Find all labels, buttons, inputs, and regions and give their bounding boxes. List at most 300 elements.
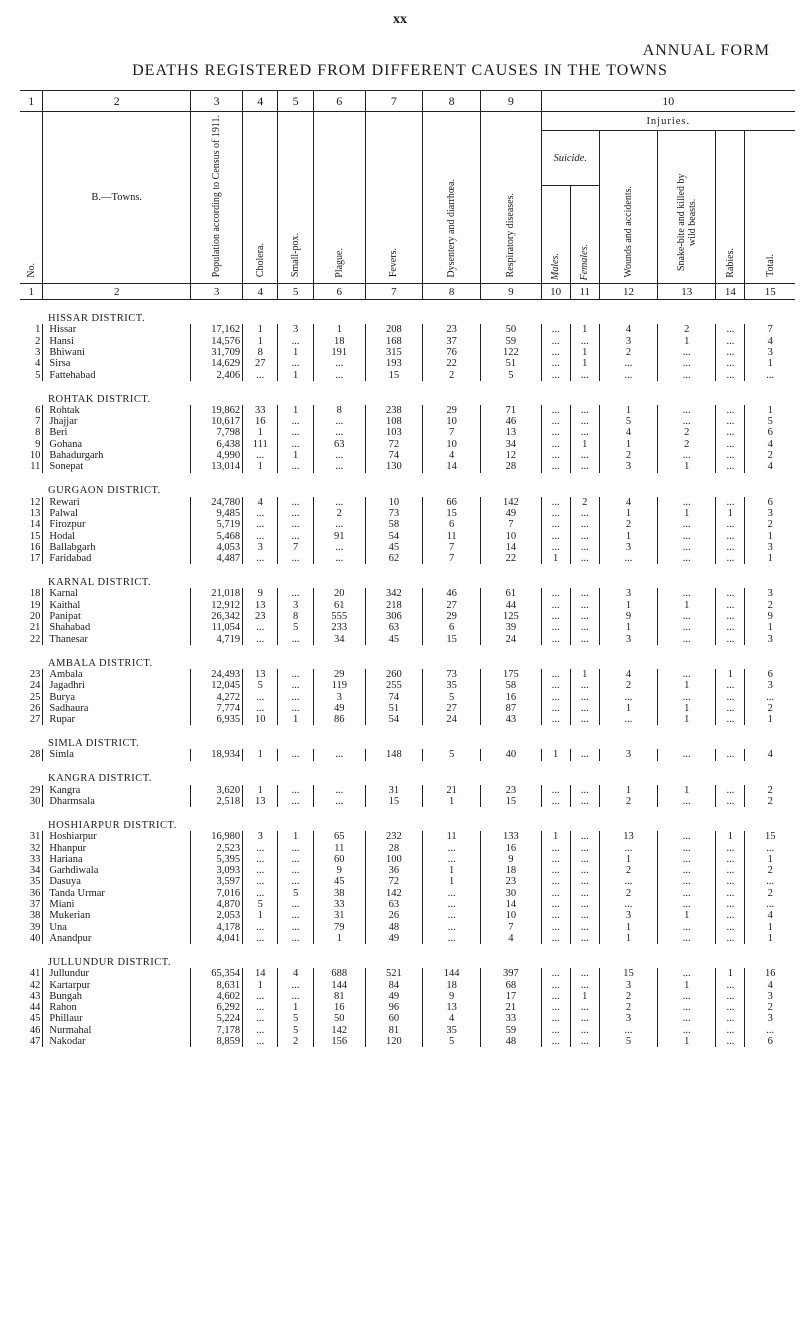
- town-name-cell: Hhanpur: [43, 843, 191, 854]
- snakebite-cell: ...: [658, 899, 716, 910]
- table-row: [20, 865, 795, 876]
- plague-cell: 79: [313, 922, 365, 933]
- respiratory-cell: 10: [481, 910, 541, 921]
- total-cell: 1: [767, 358, 773, 370]
- respiratory-cell: 13: [481, 427, 541, 438]
- suicide-females-cell: ...: [570, 796, 599, 807]
- dysentery-cell: 1: [423, 876, 481, 887]
- plague-cell: 49: [313, 703, 365, 714]
- wounds-cell: 2: [599, 680, 657, 691]
- population-cell: 4,487: [191, 553, 243, 564]
- fevers-cell: 168: [365, 336, 422, 347]
- fevers-cell: 84: [365, 980, 422, 991]
- respiratory-cell: 7: [481, 922, 541, 933]
- row-number-cell: 20: [20, 611, 43, 622]
- snakebite-cell: ...: [658, 888, 716, 899]
- dysentery-cell: 73: [423, 669, 481, 680]
- wounds-cell: ...: [599, 553, 657, 564]
- smallpox-cell: 1: [278, 450, 313, 461]
- smallpox-cell: 1: [278, 831, 313, 842]
- snakebite-cell: ...: [658, 405, 716, 416]
- rabies-cell: ...: [716, 553, 745, 564]
- wounds-cell: 1: [599, 785, 657, 796]
- suicide-females-cell: ...: [570, 588, 599, 599]
- suicide-females-cell: ...: [570, 427, 599, 438]
- suicide-males-cell: 1: [541, 749, 570, 760]
- snakebite-cell: 1: [658, 785, 716, 796]
- row-number-cell: 21: [20, 622, 43, 633]
- page-number: xx: [393, 12, 407, 27]
- dysentery-cell: 5: [423, 749, 481, 760]
- respiratory-cell: 49: [481, 508, 541, 519]
- suicide-females-cell: ...: [570, 542, 599, 553]
- town-name-cell: Palwal: [43, 508, 191, 519]
- rabies-cell: ...: [716, 888, 745, 899]
- rabies-cell: ...: [716, 876, 745, 887]
- town-name-cell: Una: [43, 922, 191, 933]
- table-row: [20, 854, 795, 865]
- header-injuries: Injuries.: [541, 112, 795, 131]
- town-name-cell: Beri: [43, 427, 191, 438]
- snakebite-cell: ...: [658, 497, 716, 508]
- suicide-females-cell: ...: [570, 831, 599, 842]
- rabies-cell: ...: [716, 611, 745, 622]
- cholera-cell: 9: [243, 588, 278, 599]
- snakebite-cell: ...: [658, 843, 716, 854]
- document-subtitle: DEATHS REGISTERED FROM DIFFERENT CAUSES IN THE TOWNS: [132, 62, 668, 79]
- dysentery-cell: 5: [423, 1036, 481, 1047]
- table-row: [20, 703, 795, 714]
- suicide-females-cell: ...: [570, 888, 599, 899]
- plague-cell: 555: [313, 611, 365, 622]
- smallpox-cell: 7: [278, 542, 313, 553]
- town-name-cell: Sonepat: [43, 461, 191, 472]
- suicide-females-cell: ...: [570, 553, 599, 564]
- smallpox-cell: 1: [278, 1002, 313, 1013]
- wounds-cell: 3: [599, 749, 657, 760]
- snakebite-cell: ...: [658, 611, 716, 622]
- suicide-females-cell: ...: [570, 336, 599, 347]
- fevers-cell: 74: [365, 450, 422, 461]
- suicide-males-cell: ...: [541, 497, 570, 508]
- column-number: 14: [716, 284, 745, 300]
- plague-cell: ...: [313, 519, 365, 530]
- suicide-males-cell: ...: [541, 692, 570, 703]
- cholera-cell: ...: [243, 1002, 278, 1013]
- dysentery-cell: 6: [423, 519, 481, 530]
- row-number-cell: 36: [20, 888, 43, 899]
- plague-cell: 33: [313, 899, 365, 910]
- respiratory-cell: 44: [481, 600, 541, 611]
- wounds-cell: 2: [599, 347, 657, 358]
- suicide-females-cell: ...: [570, 600, 599, 611]
- snakebite-cell: 1: [658, 461, 716, 472]
- dysentery-cell: 9: [423, 991, 481, 1002]
- respiratory-cell: 7: [481, 519, 541, 530]
- fevers-cell: 232: [365, 831, 422, 842]
- row-number-cell: 30: [20, 796, 43, 807]
- suicide-males-cell: ...: [541, 450, 570, 461]
- smallpox-cell: 8: [278, 611, 313, 622]
- town-name-cell: Karnal: [43, 588, 191, 599]
- header-wounds: Wounds and accidents.: [599, 131, 657, 284]
- fevers-cell: 238: [365, 405, 422, 416]
- fevers-cell: 54: [365, 714, 422, 725]
- suicide-females-cell: ...: [570, 910, 599, 921]
- snakebite-cell: ...: [658, 1013, 716, 1024]
- total-cell: 3: [767, 346, 773, 358]
- suicide-females-cell: 1: [570, 358, 599, 369]
- header-fevers: Fevers.: [365, 112, 422, 284]
- fevers-cell: 103: [365, 427, 422, 438]
- dysentery-cell: 7: [423, 427, 481, 438]
- table-row: [20, 933, 795, 944]
- smallpox-cell: ...: [278, 427, 313, 438]
- respiratory-cell: 18: [481, 865, 541, 876]
- dysentery-cell: 24: [423, 714, 481, 725]
- suicide-males-cell: ...: [541, 888, 570, 899]
- town-name-cell: Nakodar: [43, 1036, 191, 1047]
- suicide-males-cell: 1: [541, 553, 570, 564]
- snakebite-cell: ...: [658, 1025, 716, 1036]
- row-number-cell: 25: [20, 692, 43, 703]
- header-plague: Plague.: [313, 112, 365, 284]
- district-heading-row: [20, 645, 795, 669]
- total-cell: 1: [767, 853, 773, 865]
- suicide-females-cell: ...: [570, 1025, 599, 1036]
- total-cell: 2: [767, 519, 773, 531]
- header-suicide: Suicide.: [541, 131, 599, 186]
- respiratory-cell: 28: [481, 461, 541, 472]
- row-number-cell: 14: [20, 519, 43, 530]
- row-number-cell: 23: [20, 669, 43, 680]
- wounds-cell: 15: [599, 968, 657, 979]
- plague-cell: 191: [313, 347, 365, 358]
- dysentery-cell: 46: [423, 588, 481, 599]
- wounds-cell: 1: [599, 439, 657, 450]
- row-number-cell: 2: [20, 336, 43, 347]
- suicide-males-cell: ...: [541, 508, 570, 519]
- wounds-cell: 3: [599, 336, 657, 347]
- smallpox-cell: ...: [278, 991, 313, 1002]
- cholera-cell: ...: [243, 634, 278, 645]
- dysentery-cell: 15: [423, 634, 481, 645]
- smallpox-cell: ...: [278, 980, 313, 991]
- district-name: SIMLA DISTRICT.: [48, 738, 140, 750]
- population-cell: 4,602: [191, 991, 243, 1002]
- cholera-cell: 33: [243, 405, 278, 416]
- table-row: [20, 1002, 795, 1013]
- cholera-cell: 1: [243, 980, 278, 991]
- total-cell: 2: [767, 887, 773, 899]
- dysentery-cell: 13: [423, 1002, 481, 1013]
- respiratory-cell: 22: [481, 553, 541, 564]
- cholera-cell: 1: [243, 324, 278, 335]
- table-row: [20, 324, 795, 335]
- row-number-cell: 41: [20, 968, 43, 979]
- rabies-cell: ...: [716, 1013, 745, 1024]
- plague-cell: 63: [313, 439, 365, 450]
- total-cell: 1: [767, 530, 773, 542]
- suicide-males-cell: ...: [541, 588, 570, 599]
- snakebite-cell: ...: [658, 876, 716, 887]
- population-cell: 26,342: [191, 611, 243, 622]
- population-cell: 65,354: [191, 968, 243, 979]
- wounds-cell: 4: [599, 324, 657, 335]
- population-cell: 4,719: [191, 634, 243, 645]
- suicide-males-cell: ...: [541, 611, 570, 622]
- dysentery-cell: 35: [423, 680, 481, 691]
- suicide-males-cell: ...: [541, 1013, 570, 1024]
- cholera-cell: ...: [243, 519, 278, 530]
- rabies-cell: ...: [716, 439, 745, 450]
- table-row: [20, 843, 795, 854]
- town-name-cell: Hansi: [43, 336, 191, 347]
- suicide-males-cell: ...: [541, 370, 570, 381]
- plague-cell: 45: [313, 876, 365, 887]
- total-cell: 4: [767, 979, 773, 991]
- rabies-cell: ...: [716, 980, 745, 991]
- population-cell: 6,935: [191, 714, 243, 725]
- plague-cell: ...: [313, 461, 365, 472]
- header-no: No.: [20, 112, 43, 284]
- respiratory-cell: 87: [481, 703, 541, 714]
- suicide-females-cell: ...: [570, 622, 599, 633]
- fevers-cell: 120: [365, 1036, 422, 1047]
- cholera-cell: 5: [243, 680, 278, 691]
- snakebite-cell: ...: [658, 519, 716, 530]
- respiratory-cell: 16: [481, 843, 541, 854]
- suicide-males-cell: ...: [541, 854, 570, 865]
- rabies-cell: 1: [716, 508, 745, 519]
- total-cell: ...: [766, 876, 775, 888]
- dysentery-cell: 23: [423, 324, 481, 335]
- row-number-cell: 11: [20, 461, 43, 472]
- respiratory-cell: 51: [481, 358, 541, 369]
- cholera-cell: ...: [243, 922, 278, 933]
- district-name: ROHTAK DISTRICT.: [48, 393, 151, 405]
- rabies-cell: ...: [716, 933, 745, 944]
- dysentery-cell: 10: [423, 416, 481, 427]
- snakebite-cell: 2: [658, 439, 716, 450]
- row-number-cell: 34: [20, 865, 43, 876]
- table-row: [20, 888, 795, 899]
- snakebite-cell: ...: [658, 542, 716, 553]
- rabies-cell: ...: [716, 1025, 745, 1036]
- district-heading-row: [20, 564, 795, 588]
- total-cell: 4: [767, 335, 773, 347]
- wounds-cell: 2: [599, 796, 657, 807]
- form-title: ANNUAL FORM: [642, 42, 770, 59]
- district-name: JULLUNDUR DISTRICT.: [48, 956, 172, 968]
- wounds-cell: 1: [599, 703, 657, 714]
- rabies-cell: ...: [716, 680, 745, 691]
- snakebite-cell: 1: [658, 336, 716, 347]
- suicide-males-cell: ...: [541, 1002, 570, 1013]
- table-row: [20, 991, 795, 1002]
- wounds-cell: 4: [599, 497, 657, 508]
- suicide-females-cell: ...: [570, 980, 599, 991]
- respiratory-cell: 12: [481, 450, 541, 461]
- suicide-females-cell: ...: [570, 899, 599, 910]
- total-cell: ...: [766, 1024, 775, 1036]
- population-cell: 12,912: [191, 600, 243, 611]
- smallpox-cell: 1: [278, 370, 313, 381]
- wounds-cell: 5: [599, 416, 657, 427]
- row-number-cell: 16: [20, 542, 43, 553]
- header-towns: B.—Towns.: [43, 112, 191, 284]
- dysentery-cell: 22: [423, 358, 481, 369]
- wounds-cell: ...: [599, 843, 657, 854]
- smallpox-cell: ...: [278, 703, 313, 714]
- respiratory-cell: 50: [481, 324, 541, 335]
- fevers-cell: 58: [365, 519, 422, 530]
- total-cell: 16: [764, 968, 776, 980]
- table-row: [20, 588, 795, 599]
- cholera-cell: 1: [243, 910, 278, 921]
- plague-cell: 688: [313, 968, 365, 979]
- wounds-cell: 9: [599, 611, 657, 622]
- snakebite-cell: 1: [658, 1036, 716, 1047]
- smallpox-cell: 1: [278, 714, 313, 725]
- smallpox-cell: ...: [278, 508, 313, 519]
- respiratory-cell: 71: [481, 405, 541, 416]
- row-number-cell: 27: [20, 714, 43, 725]
- rabies-cell: ...: [716, 336, 745, 347]
- rabies-cell: ...: [716, 634, 745, 645]
- smallpox-cell: ...: [278, 553, 313, 564]
- snakebite-cell: ...: [658, 622, 716, 633]
- plague-cell: 60: [313, 854, 365, 865]
- population-cell: 31,709: [191, 347, 243, 358]
- column-number: 9: [481, 284, 541, 300]
- smallpox-cell: ...: [278, 899, 313, 910]
- table-row: [20, 416, 795, 427]
- population-cell: 3,620: [191, 785, 243, 796]
- row-number-cell: 38: [20, 910, 43, 921]
- cholera-cell: 3: [243, 542, 278, 553]
- snakebite-cell: 1: [658, 980, 716, 991]
- cholera-cell: 1: [243, 749, 278, 760]
- dysentery-cell: ...: [423, 843, 481, 854]
- fevers-cell: 315: [365, 347, 422, 358]
- suicide-females-cell: 1: [570, 439, 599, 450]
- snakebite-cell: 2: [658, 427, 716, 438]
- total-cell: 1: [767, 404, 773, 416]
- total-cell: 3: [767, 507, 773, 519]
- total-cell: 2: [767, 1002, 773, 1014]
- fevers-cell: 73: [365, 508, 422, 519]
- dysentery-cell: 27: [423, 600, 481, 611]
- snakebite-cell: ...: [658, 553, 716, 564]
- town-name-cell: Kartarpur: [43, 980, 191, 991]
- population-cell: 4,041: [191, 933, 243, 944]
- town-name-cell: Burya: [43, 692, 191, 703]
- wounds-cell: 2: [599, 450, 657, 461]
- fevers-cell: 63: [365, 622, 422, 633]
- smallpox-cell: ...: [278, 854, 313, 865]
- fevers-cell: 521: [365, 968, 422, 979]
- suicide-males-cell: ...: [541, 796, 570, 807]
- total-cell: 1: [767, 553, 773, 565]
- total-cell: 2: [767, 450, 773, 462]
- rabies-cell: ...: [716, 843, 745, 854]
- wounds-cell: 2: [599, 865, 657, 876]
- smallpox-cell: ...: [278, 922, 313, 933]
- wounds-cell: 1: [599, 405, 657, 416]
- table-row: [20, 922, 795, 933]
- population-cell: 7,774: [191, 703, 243, 714]
- dysentery-cell: 35: [423, 1025, 481, 1036]
- smallpox-cell: 5: [278, 888, 313, 899]
- column-number: 4: [243, 91, 278, 112]
- column-number: 8: [423, 284, 481, 300]
- rabies-cell: ...: [716, 347, 745, 358]
- column-number: 5: [278, 91, 313, 112]
- rabies-cell: ...: [716, 588, 745, 599]
- rabies-cell: ...: [716, 370, 745, 381]
- fevers-cell: 142: [365, 888, 422, 899]
- row-number-cell: 42: [20, 980, 43, 991]
- population-cell: 4,053: [191, 542, 243, 553]
- rabies-cell: ...: [716, 692, 745, 703]
- snakebite-cell: 1: [658, 703, 716, 714]
- cholera-cell: ...: [243, 933, 278, 944]
- suicide-females-cell: ...: [570, 611, 599, 622]
- cholera-cell: 16: [243, 416, 278, 427]
- cholera-cell: ...: [243, 843, 278, 854]
- suicide-females-cell: ...: [570, 1013, 599, 1024]
- table-row: [20, 358, 795, 369]
- row-number-cell: 10: [20, 450, 43, 461]
- rabies-cell: ...: [716, 542, 745, 553]
- table-row: [20, 692, 795, 703]
- fevers-cell: 81: [365, 1025, 422, 1036]
- cholera-cell: ...: [243, 622, 278, 633]
- town-name-cell: Jagadhri: [43, 680, 191, 691]
- suicide-males-cell: ...: [541, 980, 570, 991]
- wounds-cell: 3: [599, 542, 657, 553]
- smallpox-cell: ...: [278, 416, 313, 427]
- table-row: [20, 508, 795, 519]
- column-number: 10: [541, 91, 795, 112]
- suicide-females-cell: ...: [570, 876, 599, 887]
- smallpox-cell: 5: [278, 1013, 313, 1024]
- dysentery-cell: 7: [423, 553, 481, 564]
- population-cell: 17,162: [191, 324, 243, 335]
- cholera-cell: ...: [243, 991, 278, 1002]
- wounds-cell: 3: [599, 634, 657, 645]
- wounds-cell: 2: [599, 519, 657, 530]
- rabies-cell: ...: [716, 749, 745, 760]
- population-cell: 8,631: [191, 980, 243, 991]
- snakebite-cell: ...: [658, 854, 716, 865]
- rabies-cell: ...: [716, 450, 745, 461]
- fevers-cell: 255: [365, 680, 422, 691]
- smallpox-cell: ...: [278, 910, 313, 921]
- smallpox-cell: ...: [278, 358, 313, 369]
- wounds-cell: ...: [599, 714, 657, 725]
- population-cell: 7,016: [191, 888, 243, 899]
- plague-cell: ...: [313, 796, 365, 807]
- fevers-cell: 218: [365, 600, 422, 611]
- fevers-cell: 108: [365, 416, 422, 427]
- table-row: [20, 669, 795, 680]
- dysentery-cell: 37: [423, 336, 481, 347]
- fevers-cell: 342: [365, 588, 422, 599]
- fevers-cell: 15: [365, 370, 422, 381]
- plague-cell: 1: [313, 324, 365, 335]
